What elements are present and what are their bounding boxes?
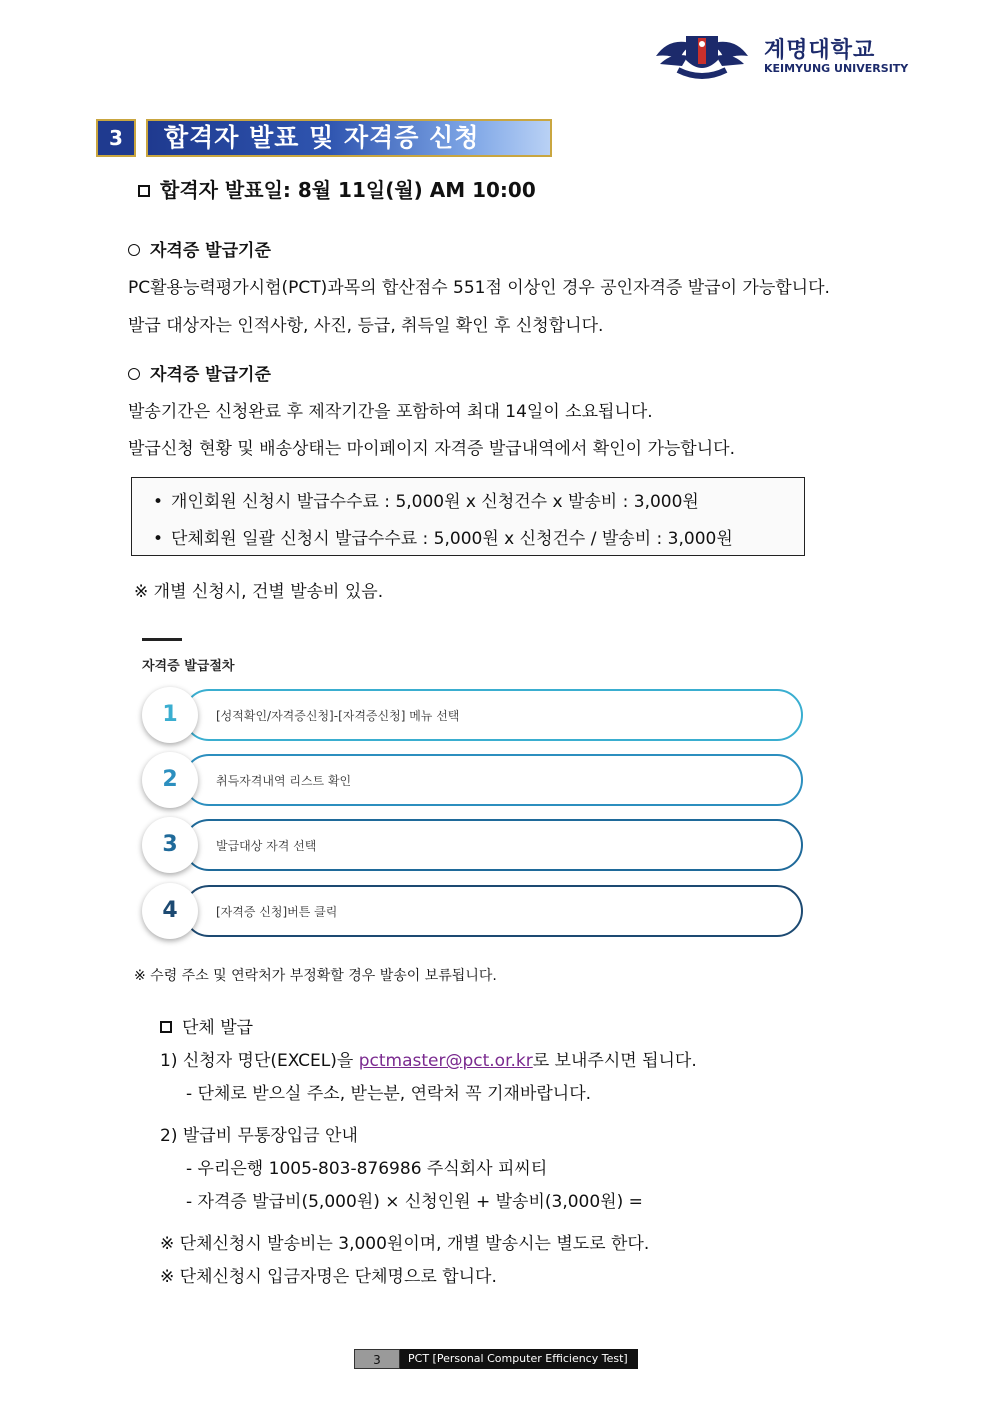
procedure-step-2-number: 2	[142, 752, 198, 808]
group-item-1-sub: - 단체로 받으실 주소, 받는분, 연락처 꼭 기재바랍니다.	[186, 1084, 592, 1104]
logo-name-english: KEIMYUNG UNIVERSITY	[764, 62, 909, 75]
fee-line-individual: • 개인회원 신청시 발급수수료 : 5,000원 x 신청건수 x 발송비 : 3,000원	[153, 487, 699, 512]
criteria2-heading	[128, 360, 271, 385]
group-item-1-prefix: 1) 신청자 명단(EXCEL)을	[160, 1051, 359, 1071]
fee-note: ※ 개별 신청시, 건별 발송비 있음.	[134, 582, 384, 602]
footer-page-number: 3	[354, 1349, 400, 1369]
circle-bullet-icon	[128, 368, 140, 380]
footer-title: PCT [Personal Computer Efficiency Test]	[400, 1349, 638, 1369]
group-item-1-suffix: 로 보내주시면 됩니다.	[532, 1051, 697, 1071]
group-heading-text: 단체 발급	[182, 1018, 254, 1038]
criteria1-line-1: PC활용능력평가시험(PCT)과목의 합산점수 551점 이상인 경우 공인자격증 발급이 가능합니다.	[128, 278, 830, 298]
group-item-1	[160, 1046, 697, 1071]
procedure-step-3-number: 3	[142, 817, 198, 873]
announcement-text: 합격자 발표일: 8월 11일(월) AM 10:00	[160, 178, 536, 202]
procedure-step-1-number: 1	[142, 687, 198, 743]
section-title: 합격자 발표 및 자격증 신청	[146, 119, 552, 157]
checkbox-square-icon	[160, 1021, 172, 1033]
procedure-step-4-text: [자격증 신청]버튼 클릭	[216, 905, 338, 919]
procedure-step-1-text: [성적확인/자격증신청]-[자격증신청] 메뉴 선택	[216, 709, 460, 723]
group-heading	[160, 1013, 253, 1038]
procedure-step-3-text: 발급대상 자격 선택	[216, 839, 317, 853]
procedure-title-bar	[142, 638, 182, 641]
criteria2-line-2: 발급신청 현황 및 배송상태는 마이페이지 자격증 발급내역에서 확인이 가능합니다.	[128, 439, 735, 459]
group-item-2-sub-1: - 우리은행 1005-803-876986 주식회사 피씨티	[186, 1159, 548, 1179]
logo-name-korean: 계명대학교	[764, 38, 876, 63]
group-note-2: ※ 단체신청시 입금자명은 단체명으로 합니다.	[160, 1267, 497, 1287]
group-item-2-sub-2: - 자격증 발급비(5,000원) × 신청인원 + 발송비(3,000원) =	[186, 1192, 643, 1212]
group-note-1: ※ 단체신청시 발송비는 3,000원이며, 개별 발송시는 별도로 한다.	[160, 1234, 650, 1254]
criteria1-heading	[128, 236, 271, 261]
procedure-title: 자격증 발급절차	[142, 659, 235, 674]
criteria2-heading-text: 자격증 발급기준	[150, 365, 271, 385]
email-link[interactable]: pctmaster@pct.or.kr	[358, 1051, 533, 1071]
criteria1-line-2: 발급 대상자는 인적사항, 사진, 등급, 취득일 확인 후 신청합니다.	[128, 316, 604, 336]
section-number: 3	[96, 119, 136, 157]
procedure-step-2-text: 취득자격내역 리스트 확인	[216, 774, 352, 788]
logo-shield-icon	[686, 36, 718, 68]
criteria2-line-1: 발송기간은 신청완료 후 제작기간을 포함하여 최대 14일이 소요됩니다.	[128, 402, 653, 422]
group-item-2: 2) 발급비 무통장입금 안내	[160, 1126, 358, 1146]
procedure-note: ※ 수령 주소 및 연락처가 부정확할 경우 발송이 보류됩니다.	[134, 968, 497, 984]
procedure-step-4-number: 4	[142, 883, 198, 939]
circle-bullet-icon	[128, 244, 140, 256]
fee-line-group: • 단체회원 일괄 신청시 발급수수료 : 5,000원 x 신청건수 / 발송비 : 3,000원	[153, 524, 733, 549]
announcement-line	[138, 174, 536, 203]
criteria1-heading-text: 자격증 발급기준	[150, 241, 271, 261]
checkbox-square-icon	[138, 185, 150, 197]
